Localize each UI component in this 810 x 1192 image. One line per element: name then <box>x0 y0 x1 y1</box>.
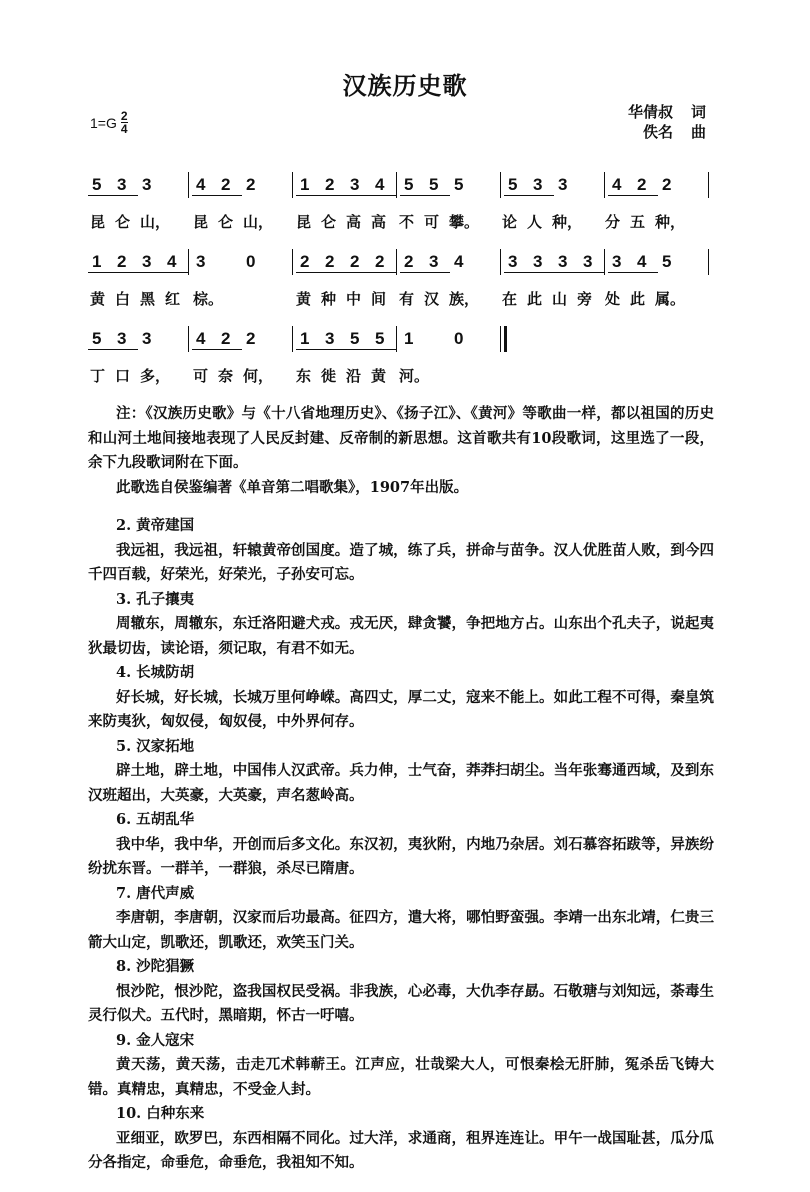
lyric-syllable: 丁 <box>90 367 106 385</box>
lyric-syllable: 仑 <box>321 213 337 231</box>
measure <box>504 175 604 199</box>
verse-heading: 4. 长城防胡 <box>116 664 195 681</box>
lyric-syllable: 汉 <box>424 290 440 308</box>
lyric-syllable: 高 <box>371 213 387 231</box>
measure <box>296 329 396 353</box>
lyric-syllable: 论 <box>502 213 518 231</box>
verse-text: 辟土地，辟土地，中国伟人汉武帝。兵力伸，士气奋，莽莽扫胡尘。当年张骞通西域，及到东汉班超出，大英豪，大英豪，声名葱岭高。 <box>88 762 714 804</box>
lyric-syllable: 多， <box>140 367 171 385</box>
beamed-group <box>608 175 658 196</box>
note: 2 <box>117 252 127 271</box>
note: 3 <box>196 252 206 271</box>
note: 5 <box>454 175 464 194</box>
note-group <box>658 252 708 276</box>
note-group <box>658 175 708 199</box>
lyric-syllable: 处 <box>605 290 621 308</box>
beamed-group <box>346 329 396 350</box>
beamed-group <box>296 252 346 273</box>
lyric-syllable: 棕。 <box>193 290 224 308</box>
note: 3 <box>612 252 622 271</box>
lyric-syllable: 间 <box>371 290 387 308</box>
verse-text: 黄天荡，黄天荡，击走兀术韩蕲王。江声应，壮哉梁大人，可恨秦桧无肝肺，冤杀岳飞铸大错。真精忠，真精忠，不受金人封。 <box>88 1056 714 1098</box>
verse-text: 我中华，我中华，开创而后多文化。东汉初，夷狄附，内地乃杂居。刘石慕容拓跋等，异族纷纷扰东晋。一群羊，一群狼，杀尽已隋唐。 <box>88 835 714 877</box>
note: 4 <box>375 175 385 194</box>
note: 3 <box>583 252 593 271</box>
measure-lyrics <box>500 288 600 312</box>
beamed-group <box>192 329 242 350</box>
note: 3 <box>142 329 152 348</box>
note: 5 <box>92 175 102 194</box>
measure <box>504 252 604 276</box>
note: 2 <box>221 175 231 194</box>
beamed-group <box>88 252 138 273</box>
lyric-syllable: 昆 <box>90 213 106 231</box>
measure-lyrics <box>294 211 394 235</box>
lyric-syllable: 属。 <box>655 290 686 308</box>
note: 5 <box>92 329 102 348</box>
verse-heading: 10. 白种东来 <box>116 1105 205 1122</box>
lyric-syllable: 仑 <box>115 213 131 231</box>
time-signature <box>121 110 128 135</box>
note: 3 <box>558 252 568 271</box>
lyric-syllable: 黄 <box>296 290 312 308</box>
note-group <box>450 329 500 353</box>
annotation-paragraph: 注：《汉族历史歌》与《十八省地理历史》、《扬子江》、《黄河》等歌曲一样，都以祖国的历史和山河土地间接地表现了人民反封建、反帝制的新思想。这首歌共有10段歌词，这里选了一段，余下九段歌词附在下面。 <box>88 405 714 471</box>
lyric-syllable: 黄 <box>90 290 106 308</box>
barline <box>708 172 712 198</box>
beamed-group <box>296 175 346 196</box>
note: 2 <box>350 252 360 271</box>
note-group <box>450 252 500 276</box>
lyrics-row <box>88 211 712 235</box>
note: 3 <box>117 329 127 348</box>
lyric-syllable: 东 <box>296 367 312 385</box>
measure-lyrics <box>397 365 497 389</box>
lyric-syllable: 何， <box>243 367 274 385</box>
beamed-group <box>608 252 658 273</box>
barline <box>708 249 712 275</box>
verse-heading: 5. 汉家拓地 <box>116 737 195 755</box>
note: 1 <box>404 329 414 348</box>
lyric-syllable: 昆 <box>296 213 312 231</box>
lyric-syllable: 中 <box>346 290 362 308</box>
beamed-group <box>296 329 346 350</box>
beamed-group <box>400 175 450 196</box>
lyric-syllable: 旁 <box>577 290 593 308</box>
lyric-syllable: 不 <box>399 213 415 231</box>
measure-lyrics <box>88 288 188 312</box>
notes-row <box>88 329 507 353</box>
measure-lyrics <box>294 288 394 312</box>
lyric-syllable: 种， <box>655 213 686 231</box>
lyric-syllable: 人 <box>527 213 543 231</box>
beamed-group <box>192 175 242 196</box>
note: 2 <box>637 175 647 194</box>
credits <box>620 102 706 142</box>
lyrics-row <box>88 365 507 389</box>
measure <box>608 252 708 276</box>
lyric-spacer <box>497 365 500 389</box>
verse-text: 周辙东，周辙东，东迁洛阳避犬戎。戎无厌，肆贪饕，争把地方占。山东出个孔夫子，说起夷狄最切齿，读论语，须记取，有君不如无。 <box>88 615 714 657</box>
lyrics-row <box>88 288 712 312</box>
measure-lyrics <box>397 211 497 235</box>
measure <box>400 252 500 276</box>
note-group <box>138 329 188 353</box>
note: 4 <box>612 175 622 194</box>
score-system-3 <box>88 329 507 389</box>
lyric-syllable: 黄 <box>371 367 387 385</box>
note: 3 <box>142 175 152 194</box>
note: 5 <box>508 175 518 194</box>
note: 3 <box>429 252 439 271</box>
note: 3 <box>142 252 152 271</box>
lyric-syllable: 黑 <box>140 290 156 308</box>
lyric-syllable <box>241 288 291 312</box>
measure-lyrics <box>88 211 188 235</box>
beamed-group <box>88 329 138 350</box>
note: 4 <box>454 252 464 271</box>
verse-text: 我远祖，我远祖，轩辕黄帝创国度。造了城，练了兵，拼命与苗争。汉人优胜苗人败，到今四千四百载，好荣光，好荣光，子孙安可忘。 <box>88 541 714 583</box>
lyricist-role: 词 <box>690 103 706 121</box>
note: 2 <box>246 175 256 194</box>
lyric-syllable: 可 <box>193 367 209 385</box>
note: 2 <box>325 252 335 271</box>
lyricist-credit <box>620 102 706 122</box>
measure <box>192 252 292 276</box>
measure-lyrics <box>191 211 291 235</box>
lyric-spacer <box>703 211 706 235</box>
verse-text: 恨沙陀，恨沙陀，盗我国权民受祸。非我族，心必毒，大仇李存勗。石敬瑭与刘知远，荼毒生灵行似犬。五代时，黑暗期，怀古一吁嘻。 <box>88 982 714 1024</box>
beamed-group <box>346 252 396 273</box>
measure-lyrics <box>294 365 394 389</box>
beamed-group <box>504 175 554 196</box>
verse-heading: 2. 黄帝建国 <box>116 517 195 534</box>
note: 5 <box>375 329 385 348</box>
lyric-syllable: 有 <box>399 290 415 308</box>
lyric-syllable: 山， <box>243 213 274 231</box>
note: 5 <box>662 252 672 271</box>
annotation-source: 此歌选自侯鉴编著《单音第二唱歌集》，1907年出版。 <box>116 478 469 496</box>
note: 4 <box>167 252 177 271</box>
time-numerator: 2 <box>120 109 128 123</box>
lyric-syllable: 攀。 <box>449 213 480 231</box>
lyric-syllable <box>447 365 497 389</box>
lyric-syllable: 奈 <box>218 367 234 385</box>
key-signature <box>90 110 128 135</box>
annotation <box>88 402 714 500</box>
lyric-spacer <box>703 288 706 312</box>
verse-text: 李唐朝，李唐朝，汉家而后功最高。征四方，遣大将，哪怕野蛮强。李靖一出东北靖，仁贵三箭大山定，凯歌还，凯歌还，欢笑玉门关。 <box>88 909 714 951</box>
beamed-group <box>88 175 138 196</box>
beamed-group <box>346 175 396 196</box>
lyric-syllable: 种， <box>552 213 583 231</box>
composer-credit <box>620 122 706 142</box>
measure <box>608 175 708 199</box>
note-group <box>192 252 242 276</box>
lyric-syllable: 五 <box>630 213 646 231</box>
note: 1 <box>92 252 102 271</box>
measure-lyrics <box>603 288 703 312</box>
note-group <box>450 175 500 199</box>
lyric-syllable: 分 <box>605 213 621 231</box>
lyric-syllable: 口 <box>115 367 131 385</box>
lyric-syllable: 徙 <box>321 367 337 385</box>
measure <box>296 175 396 199</box>
note: 1 <box>300 329 310 348</box>
lyric-syllable: 沿 <box>346 367 362 385</box>
note: 4 <box>196 329 206 348</box>
note: 3 <box>533 252 543 271</box>
note: 2 <box>404 252 414 271</box>
lyric-syllable: 山 <box>552 290 568 308</box>
note-group <box>138 175 188 199</box>
beamed-group <box>400 252 450 273</box>
lyricist-name: 华倩叔 <box>627 103 673 121</box>
note: 5 <box>350 329 360 348</box>
lyric-syllable: 高 <box>346 213 362 231</box>
lyric-syllable: 此 <box>527 290 543 308</box>
song-title: 汉族历史歌 <box>342 72 468 100</box>
note-group <box>242 175 292 199</box>
lyric-syllable: 种 <box>321 290 337 308</box>
verse-text: 好长城，好长城，长城万里何峥嵘。高四丈，厚二丈，寇来不能上。如此工程不可得，秦皇筑来防夷狄，匈奴侵，匈奴侵，中外界何存。 <box>88 688 714 730</box>
measure <box>400 175 500 199</box>
verse-heading: 6. 五胡乱华 <box>116 811 195 828</box>
note: 2 <box>325 175 335 194</box>
time-denominator: 4 <box>120 122 128 136</box>
note: 2 <box>662 175 672 194</box>
measure <box>192 175 292 199</box>
score-system-2 <box>88 252 712 312</box>
note: 2 <box>221 329 231 348</box>
verse-heading: 8. 沙陀猖獗 <box>116 958 195 975</box>
verses <box>88 514 714 1176</box>
note-group <box>242 329 292 353</box>
measure <box>192 329 292 353</box>
note: 3 <box>508 252 518 271</box>
note: 2 <box>300 252 310 271</box>
beamed-group <box>138 252 188 273</box>
lyric-syllable: 此 <box>630 290 646 308</box>
measure <box>88 252 188 276</box>
measure-lyrics <box>500 211 600 235</box>
lyric-syllable: 仑 <box>218 213 234 231</box>
note: 3 <box>533 175 543 194</box>
measure-lyrics <box>191 365 291 389</box>
final-barline <box>500 326 507 352</box>
composer-name: 佚名 <box>642 123 673 141</box>
lyric-syllable: 在 <box>502 290 518 308</box>
note: 2 <box>246 329 256 348</box>
note-group <box>400 329 450 353</box>
measure-lyrics <box>191 288 291 312</box>
key-label: 1=G <box>90 114 117 131</box>
measure <box>88 175 188 199</box>
lyric-syllable: 白 <box>115 290 131 308</box>
note: 5 <box>404 175 414 194</box>
note: 3 <box>558 175 568 194</box>
note: 1 <box>300 175 310 194</box>
notes-row <box>88 175 712 199</box>
lyric-syllable: 族， <box>449 290 480 308</box>
verse-heading: 7. 唐代声威 <box>116 884 195 902</box>
note: 0 <box>246 252 256 271</box>
note: 0 <box>454 329 464 348</box>
verse-text: 亚细亚，欧罗巴，东西相隔不同化。过大洋，求通商，租界连连让。甲午一战国耻甚，瓜分瓜分各指定，命垂危，命垂危，我祖知不知。 <box>88 1129 714 1171</box>
note-group <box>242 252 292 276</box>
measure <box>88 329 188 353</box>
beamed-group <box>504 252 554 273</box>
composer-role: 曲 <box>690 123 706 141</box>
measure <box>296 252 396 276</box>
note: 2 <box>375 252 385 271</box>
note: 5 <box>429 175 439 194</box>
note-group <box>554 175 604 199</box>
score-system-1 <box>88 175 712 235</box>
note: 4 <box>196 175 206 194</box>
measure-lyrics <box>88 365 188 389</box>
notes-row <box>88 252 712 276</box>
note: 3 <box>117 175 127 194</box>
note: 4 <box>637 252 647 271</box>
measure <box>400 329 500 353</box>
lyric-syllable: 河。 <box>399 367 430 385</box>
lyric-syllable: 昆 <box>193 213 209 231</box>
verse-heading: 3. 孔子攘夷 <box>116 590 195 608</box>
beamed-group <box>554 252 604 273</box>
lyric-syllable: 红 <box>165 290 181 308</box>
measure-lyrics <box>603 211 703 235</box>
lyric-syllable: 可 <box>424 213 440 231</box>
verse-heading: 9. 金人寇宋 <box>116 1031 195 1049</box>
measure-lyrics <box>397 288 497 312</box>
note: 3 <box>325 329 335 348</box>
lyric-syllable: 山， <box>140 213 171 231</box>
note: 3 <box>350 175 360 194</box>
